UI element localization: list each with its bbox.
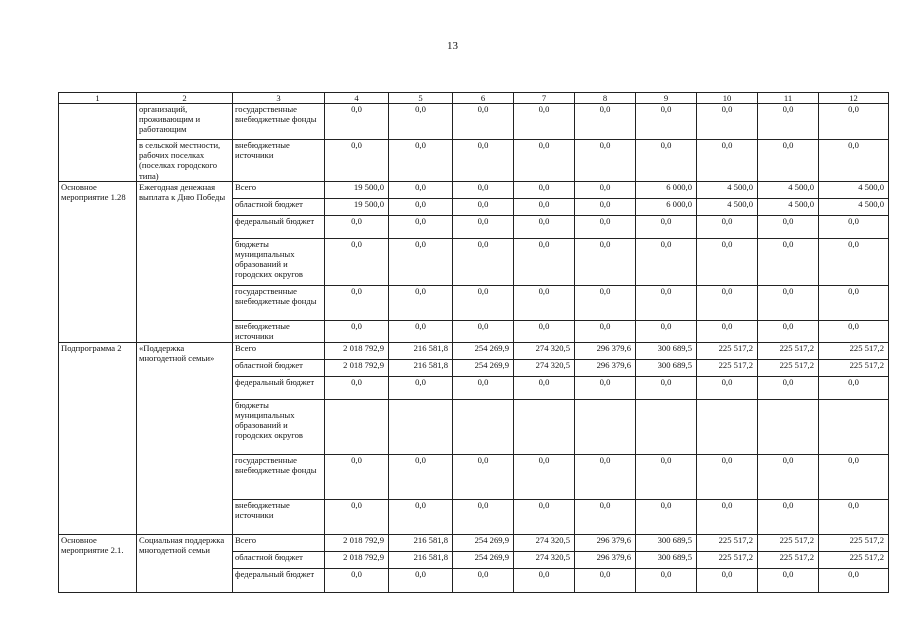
funding-source-cell: бюджеты муниципальных образований и городских округов: [233, 238, 325, 285]
amount-cell: 0,0: [325, 238, 389, 285]
amount-cell: 0,0: [453, 181, 514, 198]
amount-cell: 0,0: [636, 140, 697, 182]
amount-cell: 274 320,5: [514, 534, 575, 551]
column-header: 2: [137, 93, 233, 104]
amount-cell: 300 689,5: [636, 551, 697, 568]
amount-cell: 2 018 792,9: [325, 359, 389, 376]
amount-cell: 0,0: [453, 320, 514, 342]
amount-cell: 0,0: [697, 285, 758, 320]
program-name-cell: Ежегодная денежная выплата к Дню Победы: [137, 181, 233, 342]
column-header: 7: [514, 93, 575, 104]
amount-cell: 296 379,6: [575, 359, 636, 376]
amount-cell: 6 000,0: [636, 198, 697, 215]
amount-cell: 0,0: [636, 285, 697, 320]
amount-cell: 0,0: [325, 568, 389, 592]
amount-cell: 0,0: [575, 568, 636, 592]
amount-cell: 0,0: [636, 238, 697, 285]
amount-cell: 0,0: [514, 215, 575, 238]
amount-cell: 4 500,0: [697, 198, 758, 215]
amount-cell: 0,0: [636, 215, 697, 238]
column-header: 11: [758, 93, 819, 104]
amount-cell: 0,0: [819, 568, 889, 592]
amount-cell: 0,0: [514, 376, 575, 399]
amount-cell: 0,0: [389, 568, 453, 592]
amount-cell: 2 018 792,9: [325, 534, 389, 551]
amount-cell: 0,0: [758, 568, 819, 592]
column-header: 6: [453, 93, 514, 104]
program-name-cell: в сельской местности, рабочих поселках (поселках городского типа): [137, 140, 233, 182]
amount-cell: 0,0: [636, 104, 697, 140]
funding-source-cell: внебюджетные источники: [233, 499, 325, 534]
funding-source-cell: областной бюджет: [233, 198, 325, 215]
table-row: [59, 104, 889, 140]
funding-source-cell: бюджеты муниципальных образований и городских округов: [233, 399, 325, 454]
amount-cell: 0,0: [389, 198, 453, 215]
funding-source-cell: областной бюджет: [233, 359, 325, 376]
amount-cell: 225 517,2: [758, 551, 819, 568]
program-name-cell: организаций, проживающим и работающим: [137, 104, 233, 140]
amount-cell: 0,0: [389, 499, 453, 534]
amount-cell: 274 320,5: [514, 342, 575, 359]
amount-cell: [325, 399, 389, 454]
amount-cell: 216 581,8: [389, 534, 453, 551]
amount-cell: 0,0: [819, 140, 889, 182]
amount-cell: 0,0: [575, 454, 636, 499]
amount-cell: 0,0: [514, 181, 575, 198]
column-header: 9: [636, 93, 697, 104]
amount-cell: 0,0: [514, 499, 575, 534]
amount-cell: 0,0: [758, 499, 819, 534]
table-row: [59, 140, 889, 182]
amount-cell: 0,0: [819, 104, 889, 140]
amount-cell: 19 500,0: [325, 181, 389, 198]
program-code-cell: Основное мероприятие 1.28: [59, 181, 137, 342]
amount-cell: 0,0: [697, 568, 758, 592]
amount-cell: 0,0: [325, 376, 389, 399]
amount-cell: 0,0: [514, 238, 575, 285]
amount-cell: 0,0: [819, 499, 889, 534]
amount-cell: 0,0: [758, 140, 819, 182]
amount-cell: 274 320,5: [514, 551, 575, 568]
amount-cell: 0,0: [325, 454, 389, 499]
amount-cell: 225 517,2: [819, 551, 889, 568]
amount-cell: 0,0: [453, 285, 514, 320]
amount-cell: 300 689,5: [636, 342, 697, 359]
amount-cell: 225 517,2: [697, 534, 758, 551]
amount-cell: 0,0: [325, 499, 389, 534]
funding-source-cell: Всего: [233, 534, 325, 551]
amount-cell: 0,0: [575, 285, 636, 320]
funding-source-cell: федеральный бюджет: [233, 215, 325, 238]
amount-cell: 0,0: [453, 104, 514, 140]
amount-cell: 0,0: [325, 215, 389, 238]
amount-cell: 254 269,9: [453, 342, 514, 359]
amount-cell: 0,0: [697, 104, 758, 140]
amount-cell: 0,0: [453, 568, 514, 592]
amount-cell: 0,0: [636, 320, 697, 342]
amount-cell: 300 689,5: [636, 534, 697, 551]
amount-cell: 0,0: [697, 376, 758, 399]
amount-cell: 0,0: [389, 320, 453, 342]
amount-cell: 216 581,8: [389, 551, 453, 568]
amount-cell: 0,0: [453, 238, 514, 285]
amount-cell: 0,0: [453, 198, 514, 215]
amount-cell: 296 379,6: [575, 534, 636, 551]
column-header: 10: [697, 93, 758, 104]
program-code-cell: Подпрограмма 2: [59, 342, 137, 534]
amount-cell: 0,0: [819, 454, 889, 499]
amount-cell: 254 269,9: [453, 551, 514, 568]
amount-cell: 0,0: [453, 454, 514, 499]
column-header: 12: [819, 93, 889, 104]
amount-cell: 0,0: [758, 104, 819, 140]
funding-source-cell: внебюджетные источники: [233, 140, 325, 182]
funding-source-cell: внебюджетные источники: [233, 320, 325, 342]
amount-cell: 0,0: [514, 198, 575, 215]
amount-cell: 4 500,0: [697, 181, 758, 198]
amount-cell: 296 379,6: [575, 551, 636, 568]
amount-cell: 0,0: [636, 499, 697, 534]
amount-cell: 0,0: [697, 499, 758, 534]
amount-cell: 0,0: [819, 215, 889, 238]
amount-cell: [575, 399, 636, 454]
amount-cell: 225 517,2: [758, 534, 819, 551]
amount-cell: 0,0: [389, 285, 453, 320]
funding-source-cell: государственные внебюджетные фонды: [233, 285, 325, 320]
column-header: 8: [575, 93, 636, 104]
amount-cell: 0,0: [819, 238, 889, 285]
amount-cell: 0,0: [453, 140, 514, 182]
amount-cell: 0,0: [575, 215, 636, 238]
column-header: 4: [325, 93, 389, 104]
amount-cell: 19 500,0: [325, 198, 389, 215]
amount-cell: 0,0: [819, 285, 889, 320]
amount-cell: [389, 399, 453, 454]
amount-cell: 0,0: [575, 104, 636, 140]
funding-source-cell: федеральный бюджет: [233, 568, 325, 592]
amount-cell: [758, 399, 819, 454]
amount-cell: [453, 399, 514, 454]
amount-cell: 0,0: [514, 104, 575, 140]
amount-cell: 0,0: [389, 104, 453, 140]
amount-cell: 0,0: [453, 499, 514, 534]
amount-cell: 254 269,9: [453, 534, 514, 551]
amount-cell: 225 517,2: [819, 342, 889, 359]
amount-cell: 0,0: [758, 215, 819, 238]
amount-cell: 2 018 792,9: [325, 551, 389, 568]
column-header: 3: [233, 93, 325, 104]
amount-cell: 0,0: [389, 181, 453, 198]
amount-cell: 0,0: [697, 320, 758, 342]
column-header: 1: [59, 93, 137, 104]
amount-cell: 0,0: [325, 320, 389, 342]
amount-cell: 0,0: [758, 376, 819, 399]
amount-cell: 0,0: [389, 238, 453, 285]
amount-cell: [636, 399, 697, 454]
amount-cell: 0,0: [636, 568, 697, 592]
amount-cell: 0,0: [819, 320, 889, 342]
funding-source-cell: Всего: [233, 342, 325, 359]
funding-source-cell: областной бюджет: [233, 551, 325, 568]
table-row: [59, 534, 889, 551]
amount-cell: 225 517,2: [819, 534, 889, 551]
amount-cell: 0,0: [389, 376, 453, 399]
amount-cell: 0,0: [758, 285, 819, 320]
amount-cell: 0,0: [697, 140, 758, 182]
table-row: [59, 342, 889, 359]
amount-cell: 0,0: [325, 140, 389, 182]
page-number: 13: [447, 40, 458, 52]
funding-source-cell: государственные внебюджетные фонды: [233, 454, 325, 499]
amount-cell: 4 500,0: [758, 181, 819, 198]
header-row: [59, 93, 889, 104]
amount-cell: 225 517,2: [697, 342, 758, 359]
amount-cell: 0,0: [697, 215, 758, 238]
amount-cell: 0,0: [575, 499, 636, 534]
amount-cell: 0,0: [758, 238, 819, 285]
budget-table: [58, 92, 889, 593]
program-code-cell: [59, 104, 137, 182]
amount-cell: 0,0: [636, 376, 697, 399]
amount-cell: 0,0: [389, 215, 453, 238]
amount-cell: 0,0: [325, 285, 389, 320]
program-name-cell: Социальная поддержка многодетной семьи: [137, 534, 233, 592]
amount-cell: 2 018 792,9: [325, 342, 389, 359]
amount-cell: 4 500,0: [758, 198, 819, 215]
column-header: 5: [389, 93, 453, 104]
amount-cell: 0,0: [453, 215, 514, 238]
amount-cell: 0,0: [758, 454, 819, 499]
amount-cell: 0,0: [575, 320, 636, 342]
amount-cell: 0,0: [575, 238, 636, 285]
amount-cell: 0,0: [514, 320, 575, 342]
amount-cell: [697, 399, 758, 454]
amount-cell: 0,0: [514, 568, 575, 592]
program-code-cell: Основное мероприятие 2.1.: [59, 534, 137, 592]
amount-cell: 4 500,0: [819, 198, 889, 215]
program-name-cell: «Поддержка многодетной семьи»: [137, 342, 233, 534]
amount-cell: 225 517,2: [819, 359, 889, 376]
amount-cell: 0,0: [758, 320, 819, 342]
amount-cell: 0,0: [325, 104, 389, 140]
amount-cell: 0,0: [389, 140, 453, 182]
funding-source-cell: государственные внебюджетные фонды: [233, 104, 325, 140]
table-row: [59, 181, 889, 198]
amount-cell: [819, 399, 889, 454]
amount-cell: 216 581,8: [389, 342, 453, 359]
amount-cell: 0,0: [514, 454, 575, 499]
amount-cell: 225 517,2: [758, 359, 819, 376]
amount-cell: 0,0: [697, 454, 758, 499]
amount-cell: 300 689,5: [636, 359, 697, 376]
amount-cell: 225 517,2: [697, 551, 758, 568]
amount-cell: 225 517,2: [758, 342, 819, 359]
amount-cell: 0,0: [819, 376, 889, 399]
amount-cell: 0,0: [389, 454, 453, 499]
amount-cell: 225 517,2: [697, 359, 758, 376]
amount-cell: 0,0: [575, 198, 636, 215]
amount-cell: 0,0: [575, 376, 636, 399]
funding-source-cell: федеральный бюджет: [233, 376, 325, 399]
amount-cell: 0,0: [453, 376, 514, 399]
amount-cell: 6 000,0: [636, 181, 697, 198]
amount-cell: 4 500,0: [819, 181, 889, 198]
amount-cell: 0,0: [575, 140, 636, 182]
amount-cell: 0,0: [636, 454, 697, 499]
amount-cell: 254 269,9: [453, 359, 514, 376]
amount-cell: 216 581,8: [389, 359, 453, 376]
funding-source-cell: Всего: [233, 181, 325, 198]
amount-cell: 0,0: [697, 238, 758, 285]
amount-cell: 274 320,5: [514, 359, 575, 376]
amount-cell: [514, 399, 575, 454]
amount-cell: 0,0: [514, 140, 575, 182]
amount-cell: 0,0: [514, 285, 575, 320]
amount-cell: 0,0: [575, 181, 636, 198]
amount-cell: 296 379,6: [575, 342, 636, 359]
